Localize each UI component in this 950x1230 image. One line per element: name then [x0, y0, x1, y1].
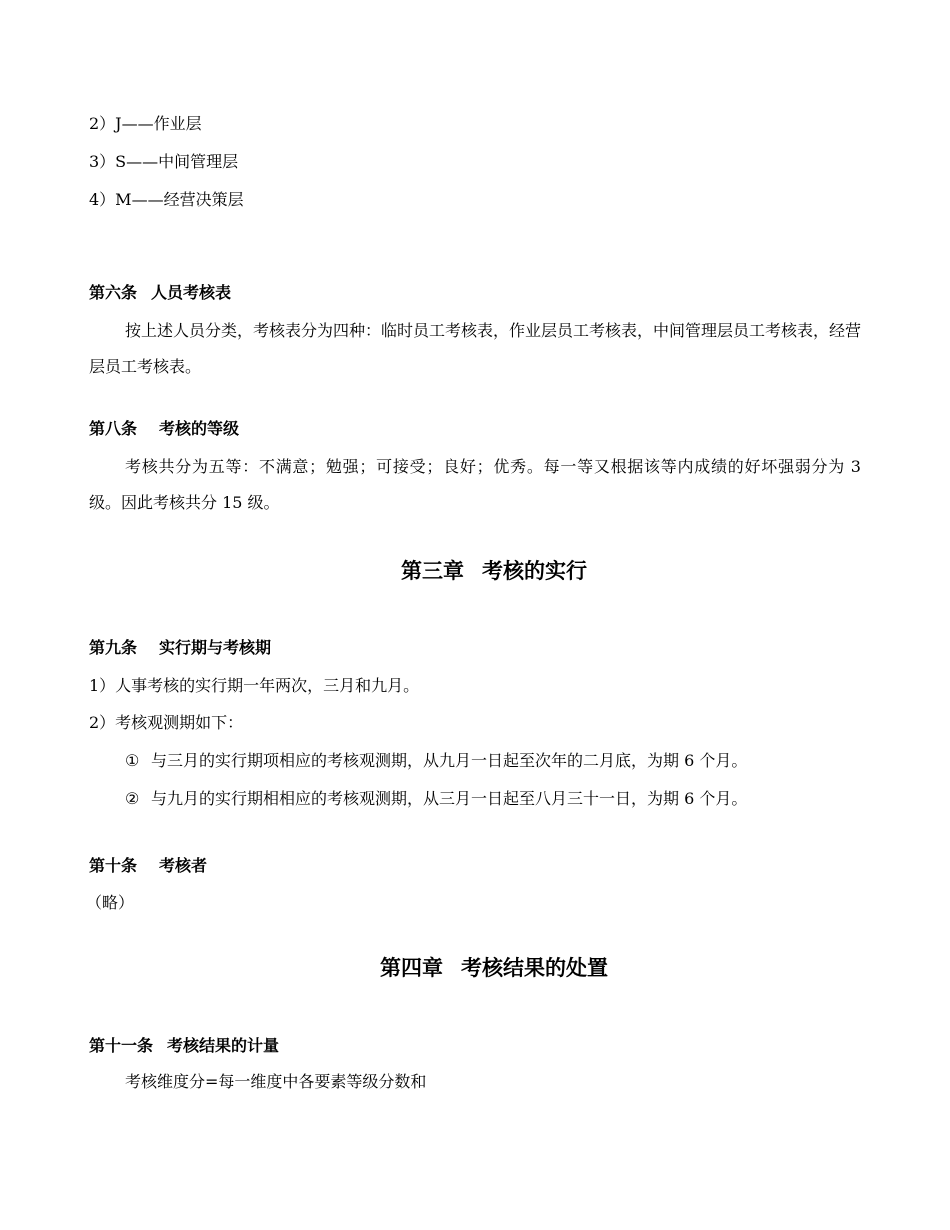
chapter-3-name: 考核的实行 — [482, 559, 587, 583]
article-11-body: 考核维度分=每一维度中各要素等级分数和 — [125, 1072, 427, 1091]
article-9-subitem-2 — [125, 789, 747, 809]
circled-two-marker: ② — [125, 789, 140, 808]
article-9-subitem-1-text: 与三月的实行期项相应的考核观测期，从九月一日起至次年的二月底，为期 6 个月。 — [151, 751, 748, 770]
article-9-title: 实行期与考核期 — [159, 638, 272, 657]
article-9-item-1: 1）人事考核的实行期一年两次，三月和九月。 — [89, 676, 420, 695]
article-10-note: （略） — [86, 893, 135, 912]
circled-one-marker: ① — [125, 751, 140, 770]
list-item-s: 3）S——中间管理层 — [89, 152, 239, 171]
article-6-title: 人员考核表 — [151, 283, 232, 302]
chapter-4-number: 第四章 — [380, 956, 443, 980]
article-8-title: 考核的等级 — [159, 419, 240, 438]
article-8-number: 第八条 — [89, 419, 138, 438]
article-9-item-2: 2）考核观测期如下： — [89, 713, 244, 732]
article-10-number: 第十条 — [89, 856, 138, 875]
chapter-4-title — [0, 955, 950, 981]
article-9-number: 第九条 — [89, 638, 138, 657]
chapter-3-title — [0, 558, 950, 584]
article-11-number: 第十一条 — [89, 1036, 154, 1055]
article-8-heading — [89, 419, 239, 439]
list-item-m: 4）M——经营决策层 — [89, 190, 244, 209]
article-6-heading — [89, 283, 231, 303]
article-9-heading — [89, 638, 271, 658]
article-9-subitem-2-text: 与九月的实行期相相应的考核观测期，从三月一日起至八月三十一日，为期 6 个月。 — [151, 789, 748, 808]
list-item-j: 2）J——作业层 — [89, 114, 202, 133]
article-11-heading — [89, 1036, 279, 1056]
chapter-3-number: 第三章 — [401, 559, 464, 583]
article-6-number: 第六条 — [89, 283, 138, 302]
article-11-title: 考核结果的计量 — [167, 1036, 280, 1055]
article-8-body: 考核共分为五等：不满意；勉强；可接受；良好；优秀。每一等又根据该等内成绩的好坏强弱分为 3 级。因此考核共分 15 级。 — [89, 457, 861, 512]
chapter-4-name: 考核结果的处置 — [461, 956, 608, 980]
article-10-heading — [89, 856, 207, 876]
article-6-body: 按上述人员分类，考核表分为四种：临时员工考核表，作业层员工考核表，中间管理层员工考核表，经营层员工考核表。 — [89, 321, 862, 376]
article-10-title: 考核者 — [159, 856, 208, 875]
article-9-subitem-1 — [125, 751, 747, 771]
